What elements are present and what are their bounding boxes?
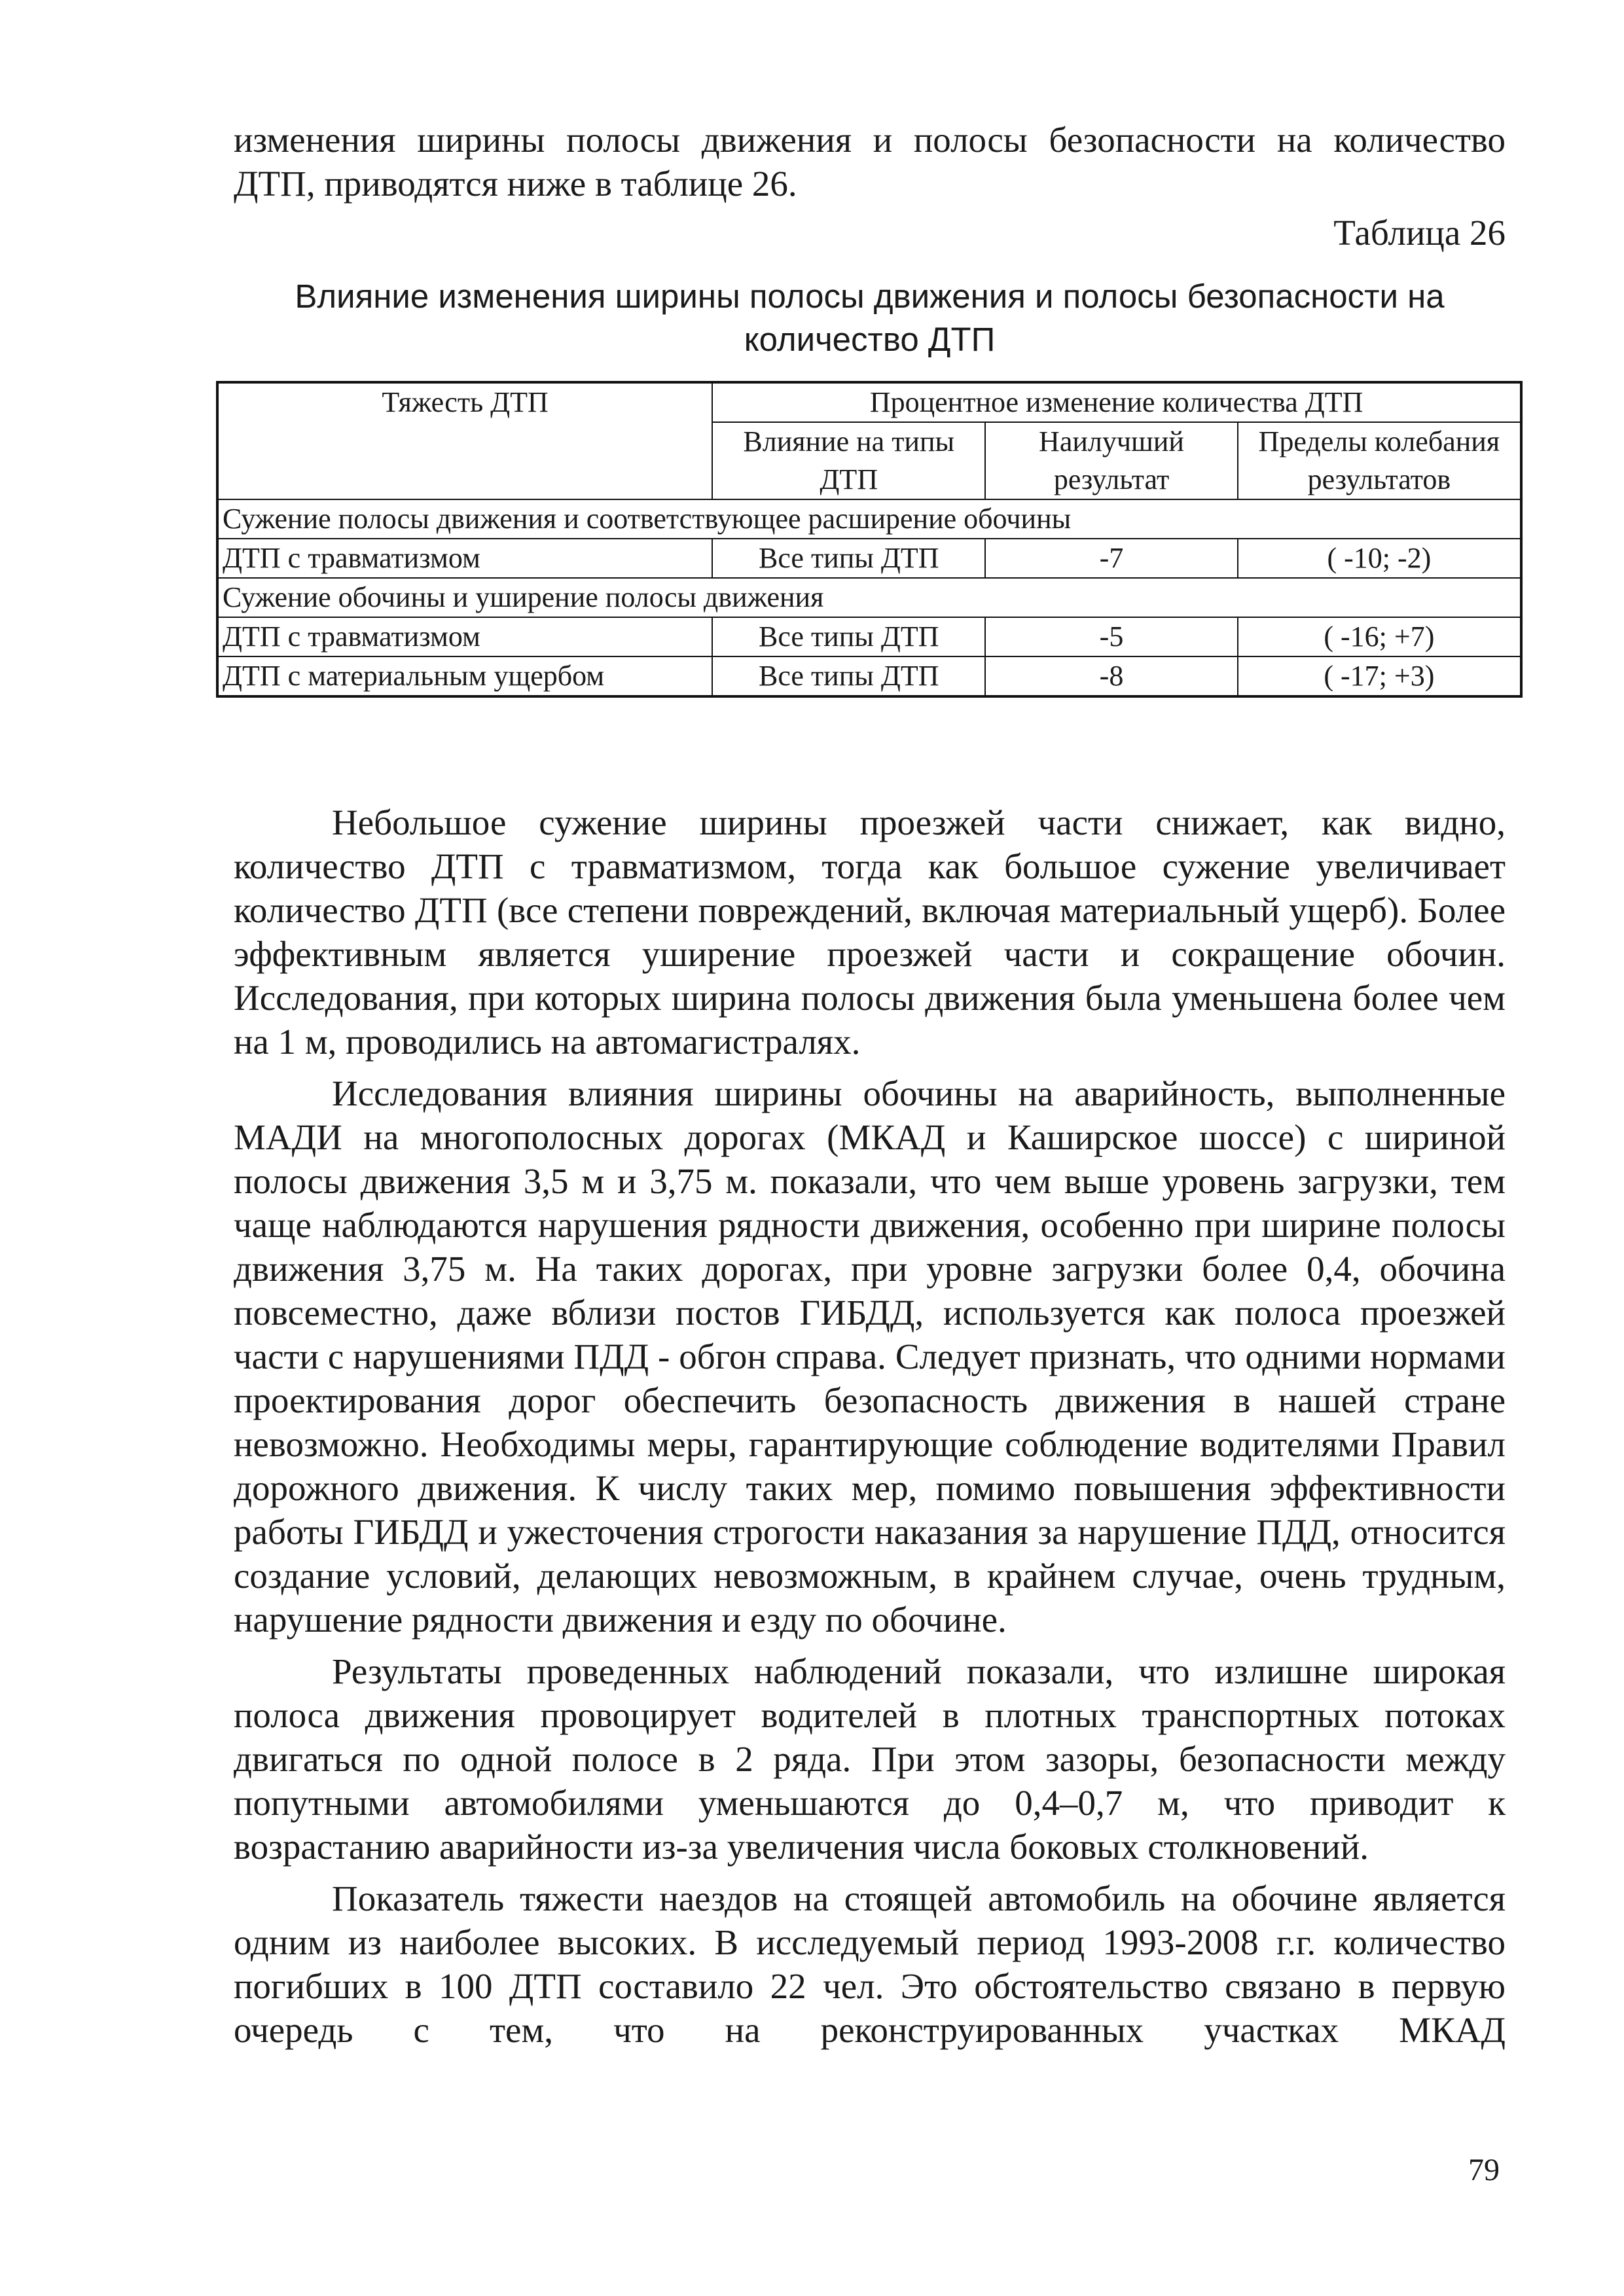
cell-best: -8 (985, 656, 1237, 696)
table-row (217, 656, 1521, 696)
table-row (217, 617, 1521, 656)
cell-types: Все типы ДТП (712, 539, 985, 578)
table-caption (234, 275, 1506, 361)
body-text (234, 800, 1506, 2052)
cell-severity: ДТП с материальным ущербом (217, 656, 712, 696)
table-label: Таблица 26 (1333, 213, 1506, 253)
data-table (216, 381, 1523, 698)
section-title: Сужение обочины и уширение полосы движения (217, 578, 1521, 617)
header-severity: Тяжесть ДТП (217, 382, 712, 499)
table-caption-line-2: количество ДТП (744, 321, 996, 358)
cell-severity: ДТП с травматизмом (217, 539, 712, 578)
table-row (217, 539, 1521, 578)
intro-line-2: ДТП, приводятся ниже в таблице 26. (234, 164, 797, 204)
section-row (217, 578, 1521, 617)
header-result-range: Пределы колебания результатов (1238, 422, 1521, 499)
body-paragraph-3: Результаты проведенных наблюдений показали, что излишне широкая полоса движения провоцирует водителей в плотных транспортных потоках двигаться по одной полосе в 2 ряда. При этом зазоры, безопасности между попутными автомобилями уменьшаются до 0,4–0,7 м, что приводит к возрастанию аварийности из-за увеличения числа боковых столкновений. (234, 1651, 1506, 1867)
section-title: Сужение полосы движения и соответствующее расширение обочины (217, 499, 1521, 539)
header-impact-types: Влияние на типы ДТП (712, 422, 985, 499)
page-number: 79 (1468, 2153, 1500, 2187)
cell-range: ( -10; -2) (1238, 539, 1521, 578)
cell-types: Все типы ДТП (712, 656, 985, 696)
body-paragraph-1: Небольшое сужение ширины проезжей части снижает, как видно, количество ДТП с травматизмом, тогда как большое сужение увеличивает количество ДТП (все степени повреждений, включая материальный ущерб). Более эффективным является уширение проезжей части и сокращение обочин. Исследования, при которых ширина полосы движения была уменьшена более чем на 1 м, проводились на автомагистралях. (234, 802, 1506, 1062)
intro-line-1: изменения ширины полосы движения и полосы безопасности на количество (234, 120, 1506, 160)
cell-types: Все типы ДТП (712, 617, 985, 656)
cell-best: -7 (985, 539, 1237, 578)
intro-paragraph (234, 118, 1506, 206)
header-best-result: Наилучший результат (985, 422, 1237, 499)
table-caption-line-1: Влияние изменения ширины полосы движения и полосы безопасности на (295, 278, 1445, 315)
cell-range: ( -17; +3) (1238, 656, 1521, 696)
cell-severity: ДТП с травматизмом (217, 617, 712, 656)
table-header-row (217, 382, 1521, 422)
header-percent-change: Процентное изменение количества ДТП (712, 382, 1521, 422)
body-paragraph-2: Исследования влияния ширины обочины на аварийность, выполненные МАДИ на многополосных дорогах (МКАД и Каширское шоссе) с шириной полосы движения 3,5 м и 3,75 м. показали, что чем выше уровень загрузки, тем чаще наблюдаются нарушения рядности движения, особенно при ширине полосы движения 3,75 м. На таких дорогах, при уровне загрузки более 0,4, обочина повсеместно, даже вблизи постов ГИБДД, используется как полоса проезжей части с нарушениями ПДД - обгон справа. Следует признать, что одними нормами проектирования дорог обеспечить безопасность движения в нашей стране невозможно. Необходимы меры, гарантирующие соблюдение водителями Правил дорожного движения. К числу таких мер, помимо повышения эффективности работы ГИБДД и ужесточения строгости наказания за нарушение ПДД, относится создание условий, делающих невозможным, в крайнем случае, очень трудным, нарушение рядности движения и езду по обочине. (234, 1073, 1506, 1640)
cell-range: ( -16; +7) (1238, 617, 1521, 656)
section-row (217, 499, 1521, 539)
cell-best: -5 (985, 617, 1237, 656)
body-paragraph-4: Показатель тяжести наездов на стоящей автомобиль на обочине является одним из наиболее высоких. В исследуемый период 1993-2008 г.г. количество погибших в 100 ДТП составило 22 чел. Это обстоятельство связано в первую очередь с тем, что на реконструированных участках МКАД (234, 1878, 1506, 2050)
